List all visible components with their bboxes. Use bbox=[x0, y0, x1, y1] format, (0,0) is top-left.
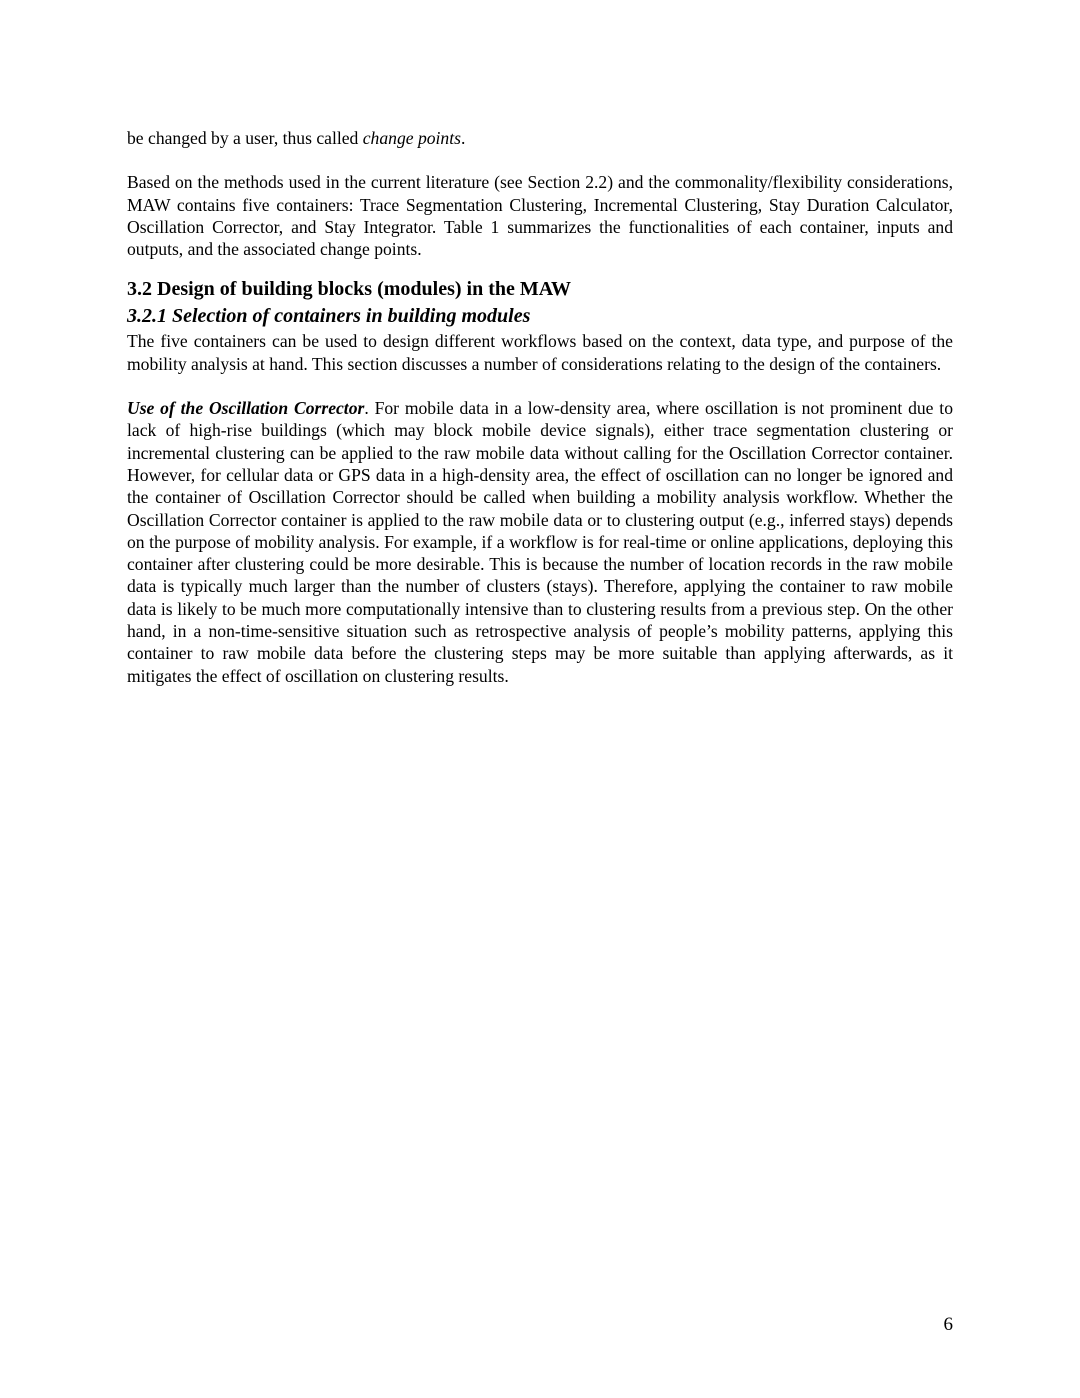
paragraph-continuation bbox=[127, 127, 953, 149]
emphasis-term: change points bbox=[362, 128, 461, 148]
page-content bbox=[127, 127, 953, 687]
paragraph-containers-design: The five containers can be used to design different workflows based on the context, data type, and purpose of the mobility analysis at hand. This section discusses a number of considerations relating to the design of the containers. bbox=[127, 331, 953, 374]
paragraph-text: . For mobile data in a low-density area, where oscillation is not prominent due to lack of high-rise buildings (which may block mobile device signals), either trace segmentation clustering or incremental clustering can be applied to the raw mobile data without calling for the Oscillation Corrector container. However, for cellular data or GPS data in a high-density area, the effect of oscillation can no longer be ignored and the container of Oscillation Corrector should be called when building a mobility analysis workflow. Whether the Oscillation Corrector container is applied to the raw mobile data or to clustering output (e.g., inferred stays) depends on the purpose of mobility analysis. For example, if a workflow is for real-time or online applications, deploying this container after clustering could be more desirable. This is because the number of location records in the raw mobile data is typically much larger than the number of clusters (stays). Therefore, applying the container to raw mobile data is likely to be much more computationally intensive than to clustering results from a previous step. On the other hand, in a non-time-sensitive situation such as retrospective analysis of people’s mobility patterns, applying this container to raw mobile data before the clustering steps may be more suitable than applying afterwards, as it mitigates the effect of oscillation on clustering results. bbox=[127, 398, 953, 686]
paragraph-oscillation-corrector bbox=[127, 397, 953, 687]
paragraph-text: be changed by a user, thus called bbox=[127, 128, 363, 148]
subsection-heading: 3.2.1 Selection of containers in building modules bbox=[127, 305, 531, 328]
paragraph-text: . bbox=[460, 128, 466, 148]
run-in-heading: Use of the Oscillation Corrector bbox=[127, 398, 365, 419]
section-heading: 3.2 Design of building blocks (modules) in the MAW bbox=[127, 278, 571, 301]
page-number: 6 bbox=[943, 1314, 953, 1335]
paragraph-containers-overview: Based on the methods used in the current literature (see Section 2.2) and the commonality/flexibility considerations, MAW contains five containers: Trace Segmentation Clustering, Incremental Clustering, Stay Duration Calculator, Oscillation Corrector, and Stay Integrator. Table 1 summarizes the functionalities of each container, inputs and outputs, and the associated change points. bbox=[127, 172, 953, 260]
